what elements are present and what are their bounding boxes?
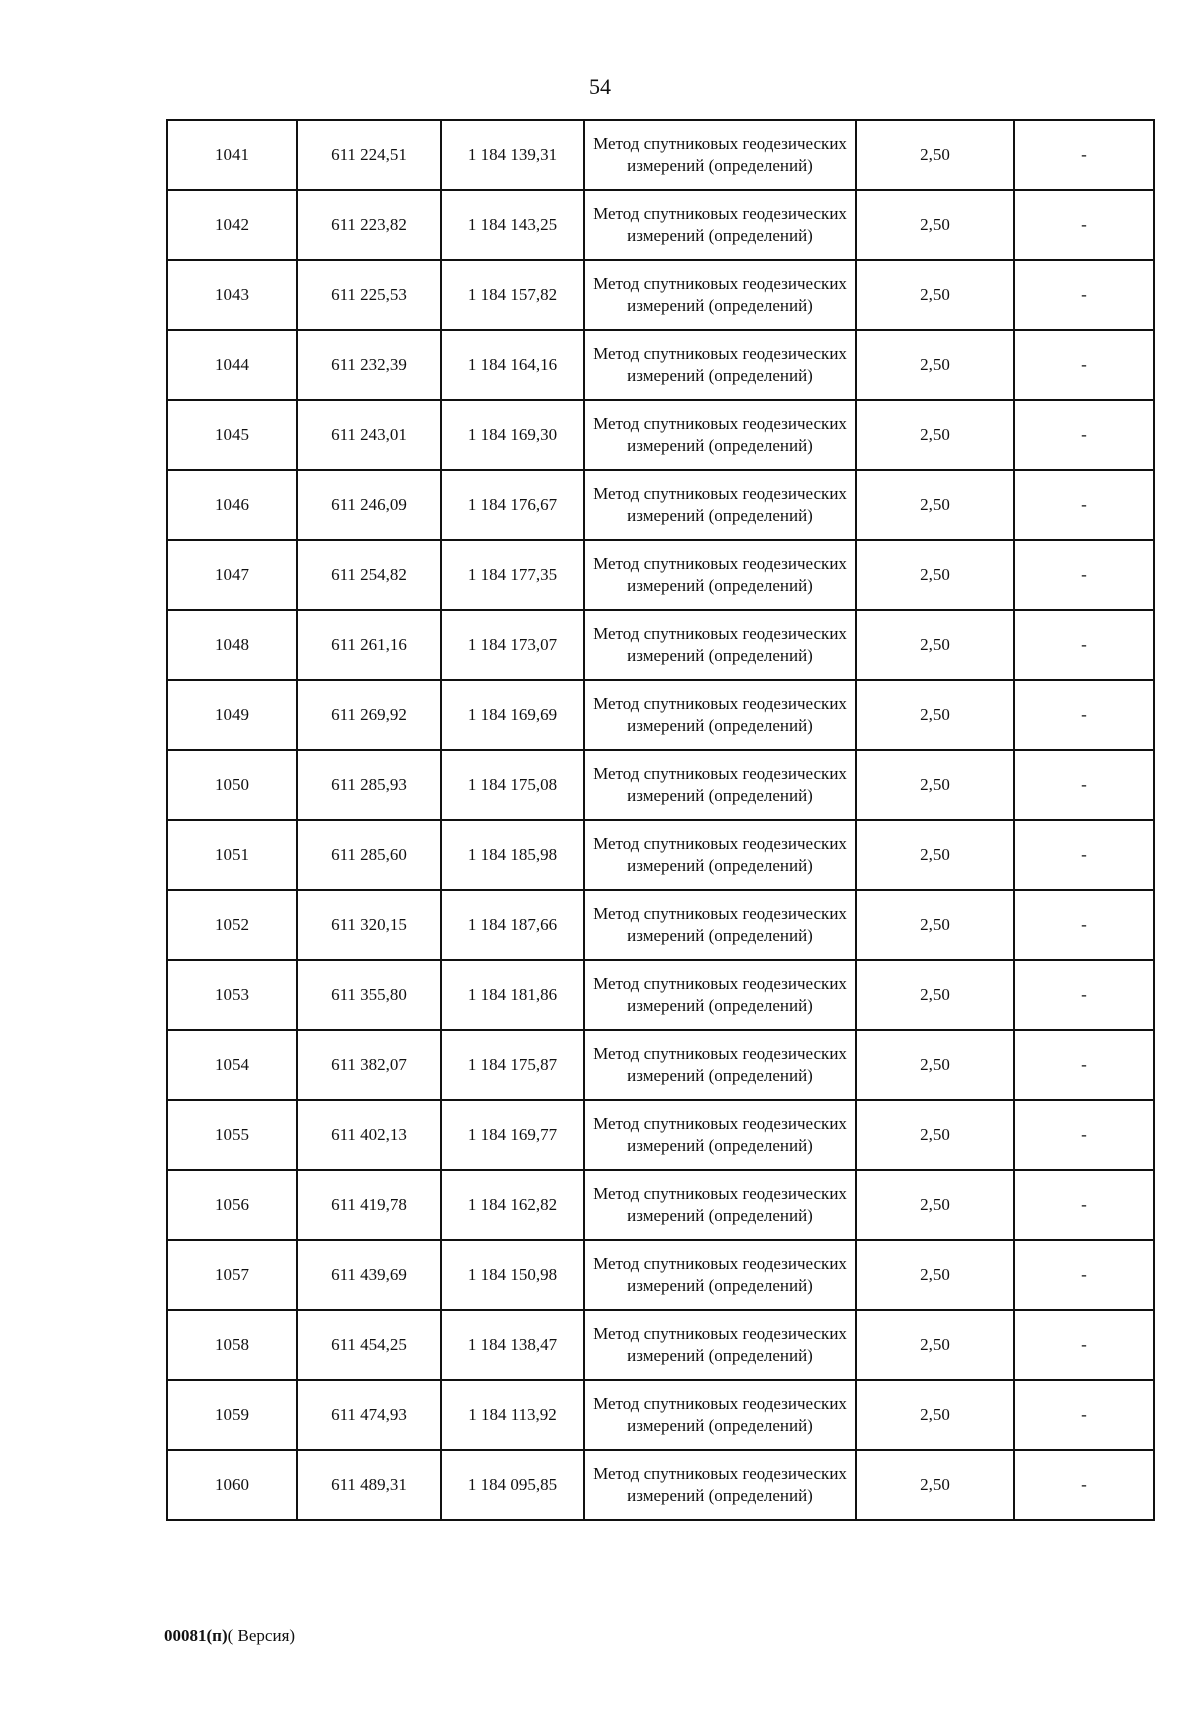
table-row <box>167 120 1154 190</box>
point-number-cell: 1052 <box>167 890 297 960</box>
accuracy-cell: 2,50 <box>856 820 1014 890</box>
y-coordinate-cell: 1 184 177,35 <box>441 540 584 610</box>
point-number-cell: 1058 <box>167 1310 297 1380</box>
x-coordinate-cell: 611 489,31 <box>297 1450 441 1520</box>
point-number-cell: 1044 <box>167 330 297 400</box>
x-coordinate-cell: 611 246,09 <box>297 470 441 540</box>
y-coordinate-cell: 1 184 143,25 <box>441 190 584 260</box>
x-coordinate-cell: 611 224,51 <box>297 120 441 190</box>
point-number-cell: 1051 <box>167 820 297 890</box>
x-coordinate-cell: 611 320,15 <box>297 890 441 960</box>
method-cell: Метод спутниковых геодезических измерений (определений) <box>584 190 856 260</box>
y-coordinate-cell: 1 184 169,69 <box>441 680 584 750</box>
table-row <box>167 1100 1154 1170</box>
note-cell: - <box>1014 540 1154 610</box>
y-coordinate-cell: 1 184 169,30 <box>441 400 584 470</box>
y-coordinate-cell: 1 184 176,67 <box>441 470 584 540</box>
accuracy-cell: 2,50 <box>856 470 1014 540</box>
point-number-cell: 1047 <box>167 540 297 610</box>
x-coordinate-cell: 611 269,92 <box>297 680 441 750</box>
accuracy-cell: 2,50 <box>856 960 1014 1030</box>
method-cell: Метод спутниковых геодезических измерений (определений) <box>584 820 856 890</box>
table-row <box>167 750 1154 820</box>
y-coordinate-cell: 1 184 187,66 <box>441 890 584 960</box>
y-coordinate-cell: 1 184 185,98 <box>441 820 584 890</box>
y-coordinate-cell: 1 184 173,07 <box>441 610 584 680</box>
x-coordinate-cell: 611 402,13 <box>297 1100 441 1170</box>
method-cell: Метод спутниковых геодезических измерений (определений) <box>584 260 856 330</box>
method-cell: Метод спутниковых геодезических измерений (определений) <box>584 1030 856 1100</box>
table-row <box>167 1170 1154 1240</box>
y-coordinate-cell: 1 184 169,77 <box>441 1100 584 1170</box>
table-row <box>167 610 1154 680</box>
method-cell: Метод спутниковых геодезических измерений (определений) <box>584 1240 856 1310</box>
y-coordinate-cell: 1 184 181,86 <box>441 960 584 1030</box>
accuracy-cell: 2,50 <box>856 1240 1014 1310</box>
x-coordinate-cell: 611 261,16 <box>297 610 441 680</box>
x-coordinate-cell: 611 355,80 <box>297 960 441 1030</box>
accuracy-cell: 2,50 <box>856 540 1014 610</box>
version-label: ( Версия) <box>227 1626 296 1645</box>
x-coordinate-cell: 611 454,25 <box>297 1310 441 1380</box>
x-coordinate-cell: 611 285,60 <box>297 820 441 890</box>
method-cell: Метод спутниковых геодезических измерений (определений) <box>584 1170 856 1240</box>
document-code: 00081(п) <box>164 1626 228 1645</box>
method-cell: Метод спутниковых геодезических измерений (определений) <box>584 1310 856 1380</box>
table-row <box>167 680 1154 750</box>
note-cell: - <box>1014 750 1154 820</box>
method-cell: Метод спутниковых геодезических измерений (определений) <box>584 680 856 750</box>
accuracy-cell: 2,50 <box>856 1450 1014 1520</box>
note-cell: - <box>1014 190 1154 260</box>
method-cell: Метод спутниковых геодезических измерений (определений) <box>584 750 856 820</box>
note-cell: - <box>1014 400 1154 470</box>
method-cell: Метод спутниковых геодезических измерений (определений) <box>584 1380 856 1450</box>
y-coordinate-cell: 1 184 157,82 <box>441 260 584 330</box>
method-cell: Метод спутниковых геодезических измерений (определений) <box>584 890 856 960</box>
method-cell: Метод спутниковых геодезических измерений (определений) <box>584 540 856 610</box>
accuracy-cell: 2,50 <box>856 1100 1014 1170</box>
point-number-cell: 1060 <box>167 1450 297 1520</box>
page-number: 54 <box>589 74 611 99</box>
x-coordinate-cell: 611 419,78 <box>297 1170 441 1240</box>
note-cell: - <box>1014 120 1154 190</box>
accuracy-cell: 2,50 <box>856 680 1014 750</box>
accuracy-cell: 2,50 <box>856 1380 1014 1450</box>
accuracy-cell: 2,50 <box>856 750 1014 820</box>
point-number-cell: 1043 <box>167 260 297 330</box>
note-cell: - <box>1014 1310 1154 1380</box>
note-cell: - <box>1014 1030 1154 1100</box>
point-number-cell: 1045 <box>167 400 297 470</box>
point-number-cell: 1053 <box>167 960 297 1030</box>
y-coordinate-cell: 1 184 164,16 <box>441 330 584 400</box>
table-body <box>167 120 1154 1520</box>
x-coordinate-cell: 611 254,82 <box>297 540 441 610</box>
point-number-cell: 1048 <box>167 610 297 680</box>
note-cell: - <box>1014 680 1154 750</box>
point-number-cell: 1050 <box>167 750 297 820</box>
x-coordinate-cell: 611 223,82 <box>297 190 441 260</box>
point-number-cell: 1054 <box>167 1030 297 1100</box>
table-row <box>167 190 1154 260</box>
accuracy-cell: 2,50 <box>856 1310 1014 1380</box>
accuracy-cell: 2,50 <box>856 330 1014 400</box>
table-row <box>167 1240 1154 1310</box>
table-row <box>167 330 1154 400</box>
y-coordinate-cell: 1 184 175,87 <box>441 1030 584 1100</box>
point-number-cell: 1057 <box>167 1240 297 1310</box>
table-row <box>167 890 1154 960</box>
document-version-code <box>164 1626 295 1646</box>
table-row <box>167 1450 1154 1520</box>
y-coordinate-cell: 1 184 175,08 <box>441 750 584 820</box>
table-row <box>167 260 1154 330</box>
table-row <box>167 400 1154 470</box>
point-number-cell: 1059 <box>167 1380 297 1450</box>
accuracy-cell: 2,50 <box>856 190 1014 260</box>
x-coordinate-cell: 611 474,93 <box>297 1380 441 1450</box>
note-cell: - <box>1014 960 1154 1030</box>
note-cell: - <box>1014 1380 1154 1450</box>
method-cell: Метод спутниковых геодезических измерений (определений) <box>584 470 856 540</box>
method-cell: Метод спутниковых геодезических измерений (определений) <box>584 610 856 680</box>
method-cell: Метод спутниковых геодезических измерений (определений) <box>584 330 856 400</box>
x-coordinate-cell: 611 285,93 <box>297 750 441 820</box>
table-row <box>167 1030 1154 1100</box>
point-number-cell: 1055 <box>167 1100 297 1170</box>
accuracy-cell: 2,50 <box>856 260 1014 330</box>
table-row <box>167 960 1154 1030</box>
note-cell: - <box>1014 610 1154 680</box>
note-cell: - <box>1014 1240 1154 1310</box>
method-cell: Метод спутниковых геодезических измерений (определений) <box>584 960 856 1030</box>
point-number-cell: 1041 <box>167 120 297 190</box>
y-coordinate-cell: 1 184 139,31 <box>441 120 584 190</box>
point-number-cell: 1049 <box>167 680 297 750</box>
table-row <box>167 470 1154 540</box>
table-row <box>167 1380 1154 1450</box>
y-coordinate-cell: 1 184 162,82 <box>441 1170 584 1240</box>
accuracy-cell: 2,50 <box>856 610 1014 680</box>
x-coordinate-cell: 611 243,01 <box>297 400 441 470</box>
accuracy-cell: 2,50 <box>856 1030 1014 1100</box>
method-cell: Метод спутниковых геодезических измерений (определений) <box>584 1100 856 1170</box>
note-cell: - <box>1014 470 1154 540</box>
table-row <box>167 820 1154 890</box>
x-coordinate-cell: 611 232,39 <box>297 330 441 400</box>
accuracy-cell: 2,50 <box>856 120 1014 190</box>
y-coordinate-cell: 1 184 138,47 <box>441 1310 584 1380</box>
accuracy-cell: 2,50 <box>856 890 1014 960</box>
method-cell: Метод спутниковых геодезических измерений (определений) <box>584 120 856 190</box>
note-cell: - <box>1014 330 1154 400</box>
point-number-cell: 1042 <box>167 190 297 260</box>
note-cell: - <box>1014 1450 1154 1520</box>
y-coordinate-cell: 1 184 095,85 <box>441 1450 584 1520</box>
note-cell: - <box>1014 1100 1154 1170</box>
table-row <box>167 1310 1154 1380</box>
point-number-cell: 1046 <box>167 470 297 540</box>
note-cell: - <box>1014 1170 1154 1240</box>
note-cell: - <box>1014 260 1154 330</box>
y-coordinate-cell: 1 184 150,98 <box>441 1240 584 1310</box>
note-cell: - <box>1014 820 1154 890</box>
method-cell: Метод спутниковых геодезических измерений (определений) <box>584 1450 856 1520</box>
accuracy-cell: 2,50 <box>856 1170 1014 1240</box>
x-coordinate-cell: 611 439,69 <box>297 1240 441 1310</box>
note-cell: - <box>1014 890 1154 960</box>
point-number-cell: 1056 <box>167 1170 297 1240</box>
y-coordinate-cell: 1 184 113,92 <box>441 1380 584 1450</box>
x-coordinate-cell: 611 225,53 <box>297 260 441 330</box>
method-cell: Метод спутниковых геодезических измерений (определений) <box>584 400 856 470</box>
coordinates-table <box>166 119 1155 1521</box>
table-row <box>167 540 1154 610</box>
x-coordinate-cell: 611 382,07 <box>297 1030 441 1100</box>
accuracy-cell: 2,50 <box>856 400 1014 470</box>
